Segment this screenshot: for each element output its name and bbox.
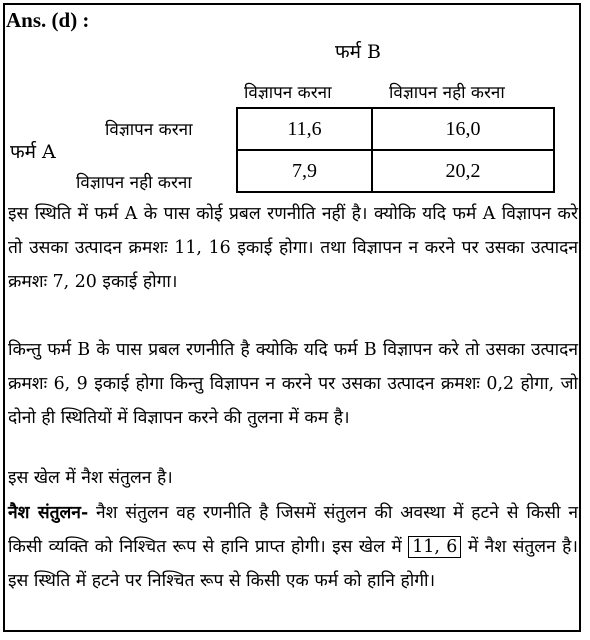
payoff-cell: 16,0 [372,108,554,150]
payoff-cell: 7,9 [237,150,372,192]
col-header-no-advertise: विज्ञापन नही करना [389,83,505,103]
row-header-no-advertise: विज्ञापन नही करना [76,173,192,193]
firm-a-label: फर्म A [10,141,56,163]
nash-text-before: नैश संतुलन वह रणनीति है जिसमें संतुलन की अवस्था में हटने से किसी न किसी व्यक्ति को निश्चित रूप से हानि प्राप्त होगी। इस खेल में [8,503,578,557]
payoff-row [237,108,554,150]
nash-equilibrium-box: 11, 6 [408,536,461,558]
firm-b-label: फर्म B [335,41,382,63]
paragraph-firm-a: इस स्थिति में फर्म A के पास कोई प्रबल रणनीति नहीं है। क्योकि यदि फर्म A विज्ञापन करे तो उसका उत्पादन क्रमशः 11, 16 इकाई होगा। तथा विज्ञापन न करने पर उसका उत्पादन क्रमशः 7, 20 इकाई होगा। [8,204,578,292]
payoff-cell: 11,6 [237,108,372,150]
nash-heading: नैश संतुलन- [8,503,89,523]
row-header-advertise: विज्ञापन करना [105,120,193,140]
col-header-advertise: विज्ञापन करना [244,83,332,103]
payoff-cell: 20,2 [372,150,554,192]
nash-text-after: में नैश संतुलन है। इस स्थिति में हटने पर निश्चित रूप से किसी एक फर्म को हानि होगी। [8,537,578,591]
payoff-row [237,150,554,192]
paragraph-firm-b: किन्तु फर्म B के पास प्रबल रणनीति है क्योकि यदि फर्म B विज्ञापन करे तो उसका उत्पादन क्रमशः 6, 9 इकाई होगा किन्तु विज्ञापन न करने पर उसका उत्पादन क्रमशः 0,2 होगा, जो दोनो ही स्थितियों में विज्ञापन करने की तुलना में कम है। [8,340,578,428]
paragraph-nash-definition [8,496,578,598]
payoff-matrix [236,107,555,193]
answer-label: Ans. (d) : [6,8,90,32]
paragraph-nash-exists: इस खेल में नैश संतुलन है। [8,468,173,488]
